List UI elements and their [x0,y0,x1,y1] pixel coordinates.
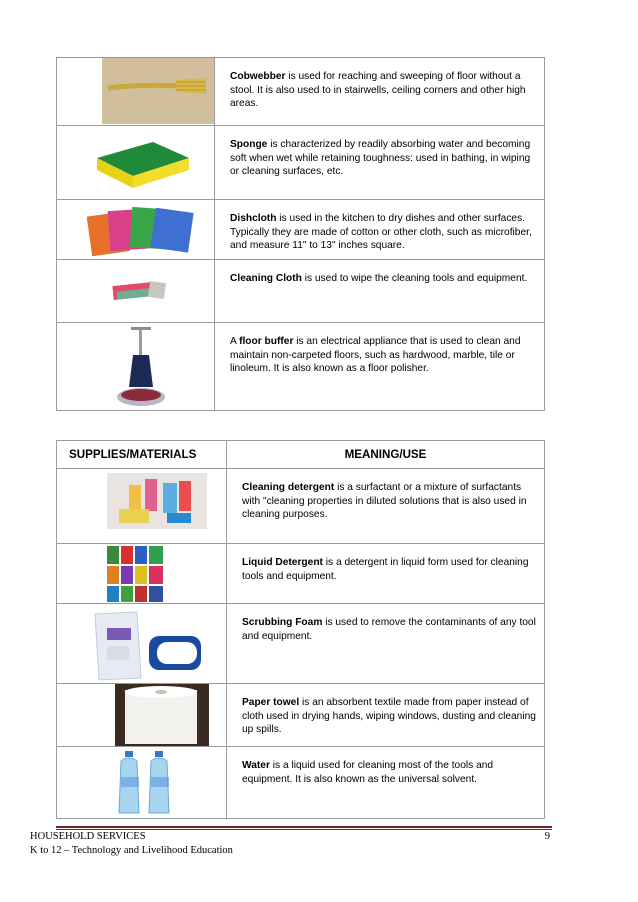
table-row [57,260,545,323]
image-cell [57,323,215,411]
dishcloth-image [87,202,195,258]
table-row [57,684,545,747]
term: Cleaning detergent [242,482,335,493]
cleaning-cloth-image [109,278,171,308]
description: is used to wipe the cleaning tools and equipment. [301,273,528,284]
description: is characterized by readily absorbing water and becoming soft when wet while retaining toughness: used in bathing, in wiping or cleaning surfaces, etc. [230,139,531,178]
description-cell [227,469,545,544]
column-header-meaning: MEANING/USE [227,441,545,469]
image-cell [57,604,227,684]
description-cell [227,604,545,684]
image-cell [57,126,215,200]
page-footer [30,830,550,858]
footer-rule [56,826,552,828]
description: is a detergent in liquid form used for cleaning tools and equipment. [242,557,529,582]
description: is used for reaching and sweeping of floor without a stool. It is also used to in stairwells, ceiling corners and other high areas. [230,71,526,110]
term: Water [242,760,270,771]
description: is an electrical appliance that is used to clean and maintain non-carpeted floors, such as hardwood, marble, tile or linoleum. It is also known as a floor polisher. [230,336,521,375]
floor-buffer-image [113,325,169,409]
term: Scrubbing Foam [242,617,323,628]
description-cell [227,684,545,747]
table-row [57,323,545,411]
description-cell [215,126,545,200]
image-cell [57,200,215,260]
term: Sponge [230,139,268,150]
term: Paper towel [242,697,300,708]
footer-title: HOUSEHOLD SERVICES [30,831,146,842]
table-row [57,469,545,544]
term: Cleaning Cloth [230,273,302,284]
description-cell [215,58,545,126]
table-row [57,544,545,604]
description-cell [215,260,545,323]
cleaning-detergent-image [107,473,207,529]
image-cell [57,747,227,819]
supplies-table [56,440,545,819]
description-prefix: A [230,336,240,347]
table-header-row [57,441,545,469]
description: is used in the kitchen to dry dishes and other surfaces. Typically they are made of cotton or other cloth, such as microfiber, and measure 11" to 13" inches square. [230,213,532,252]
scrubbing-foam-image [87,608,207,682]
image-cell [57,58,215,126]
tools-table [56,57,545,411]
footer-subtitle: K to 12 – Technology and Livelihood Education [30,845,233,856]
paper-towel-image [115,684,209,746]
image-cell [57,469,227,544]
term: Dishcloth [230,213,277,224]
column-header-supplies: SUPPLIES/MATERIALS [57,441,227,469]
description-cell [227,747,545,819]
sponge-image [93,136,193,192]
table-row [57,58,545,126]
image-cell [57,684,227,747]
description: is a surfactant or a mixture of surfactants with "cleaning properties in diluted solutions that is also used in cleaning purposes. [242,482,527,521]
term: Cobwebber [230,71,286,82]
description-cell [215,323,545,411]
table-row [57,747,545,819]
table-row [57,604,545,684]
water-bottles-image [115,751,175,817]
description-cell [227,544,545,604]
description: is an absorbent textile made from paper instead of cloth used in drying hands, wiping windows, dusting and cleaning up spills. [242,697,536,736]
description: is used to remove the contaminants of any tool and equipment. [242,617,536,642]
table-row [57,200,545,260]
image-cell [57,544,227,604]
description: is a liquid used for cleaning most of the tools and equipment. It is also known as the universal solvent. [242,760,494,785]
term: Liquid Detergent [242,557,323,568]
liquid-detergent-image [105,544,169,604]
cobwebber-image [102,58,214,124]
term: floor buffer [239,336,294,347]
description-cell [215,200,545,260]
image-cell [57,260,215,323]
table-row [57,126,545,200]
page-number: 9 [544,831,550,842]
